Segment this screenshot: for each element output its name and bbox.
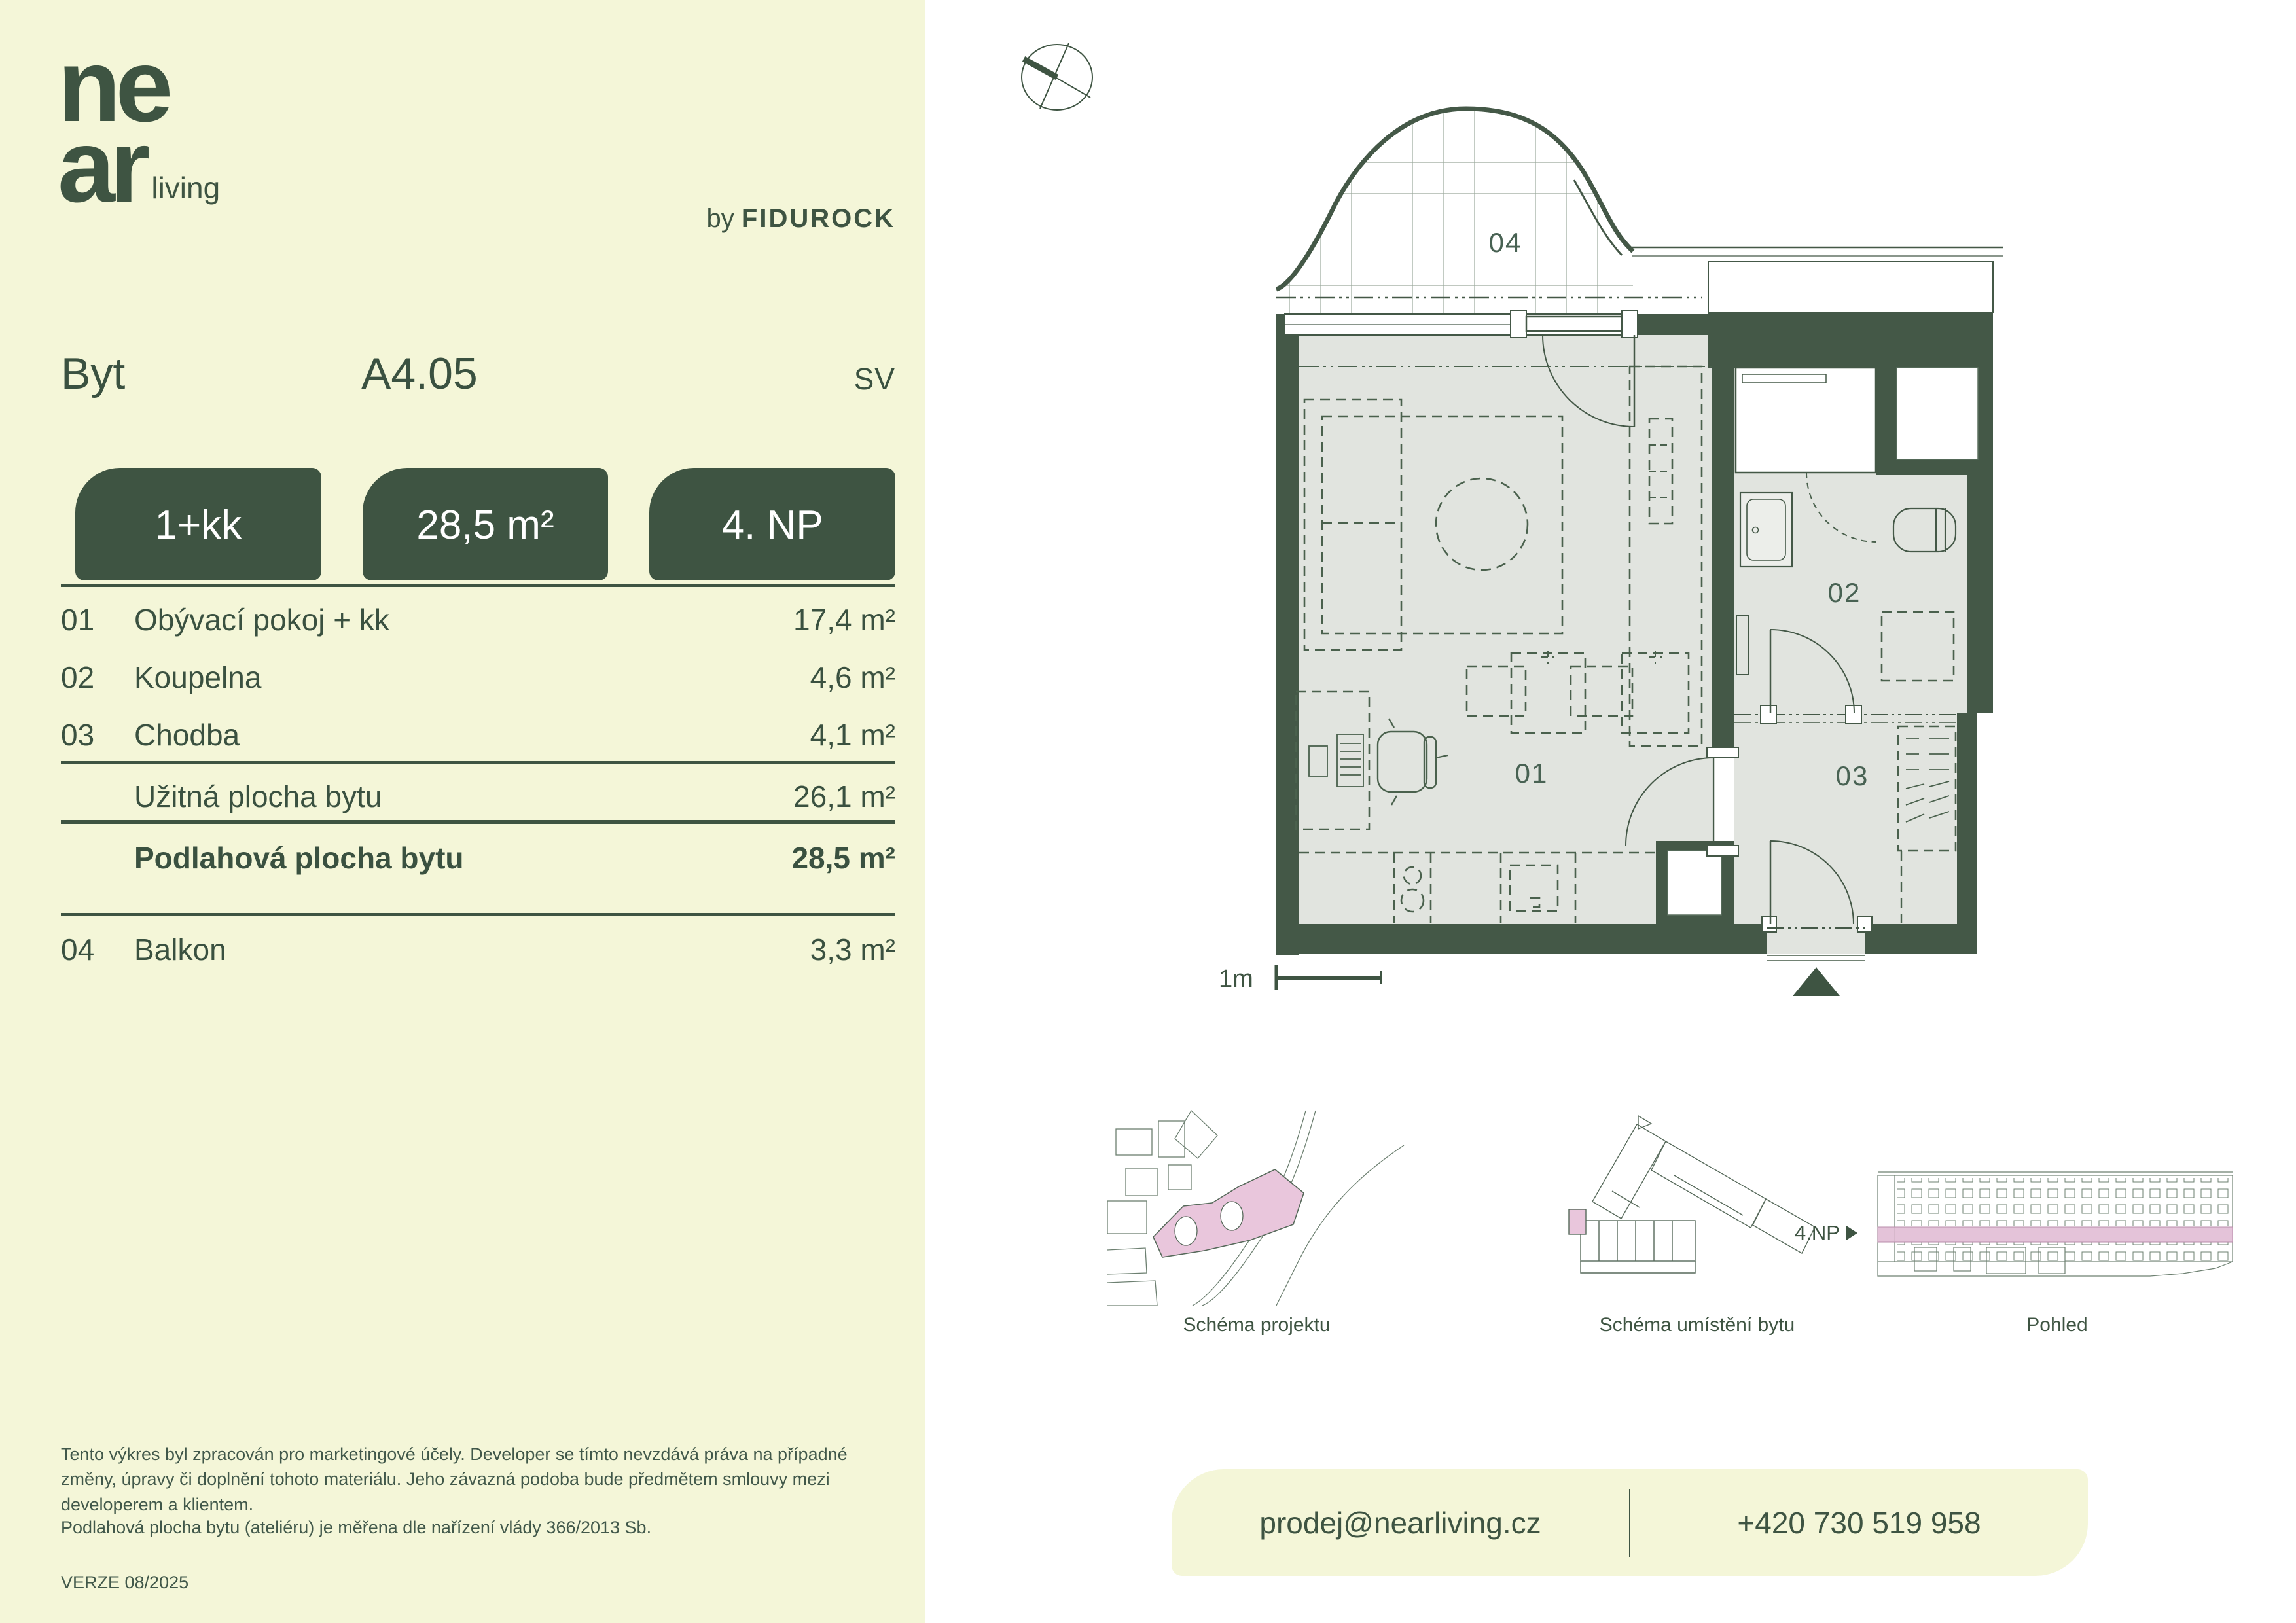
disclaimer-paragraph-2: Podlahová plocha bytu (ateliéru) je měřena dle nařízení vlády 366/2013 Sb. [61, 1518, 652, 1537]
room-area: 4,1 m² [810, 718, 895, 752]
balcony-label: 04 [1488, 227, 1522, 258]
summary-area: 26,1 m² [793, 779, 895, 813]
contact-phone[interactable]: +420 730 519 958 [1737, 1505, 1981, 1540]
logo-line1: ne [58, 28, 168, 143]
unit-locator-diagram [1540, 1113, 1854, 1283]
badge-floor: 4. NP [649, 468, 895, 580]
unit-orientation: SV [853, 362, 895, 396]
room-area: 17,4 m² [793, 603, 895, 637]
room-number: 04 [61, 933, 95, 967]
room-name: Koupelna [134, 660, 262, 694]
brand-logo [58, 28, 221, 224]
shaft-top [1897, 368, 1978, 459]
badge-area: 28,5 m² [363, 468, 609, 580]
room-number: 02 [61, 660, 95, 694]
byline-prefix: by [706, 204, 734, 233]
living-room-label: 01 [1515, 758, 1549, 789]
unit-locator-caption: Schéma umístění bytu [1599, 1314, 1795, 1336]
room-number: 03 [61, 718, 95, 752]
room-name: Obývací pokoj + kk [134, 603, 389, 637]
badge-layout: 1+kk [75, 468, 321, 580]
slab-band [1708, 262, 1993, 313]
hallway-floor [1734, 713, 1957, 924]
room-name: Chodba [134, 718, 240, 752]
unit-id: A4.05 [361, 349, 478, 399]
floor-tag [1795, 1221, 1857, 1245]
table-rule-top [61, 584, 895, 587]
window-band [1285, 310, 1638, 338]
site-plan-caption: Schéma projektu [1183, 1314, 1331, 1336]
scale-bar [1219, 965, 1381, 993]
washbasin [1740, 493, 1792, 567]
summary-name: Užitná plocha bytu [134, 779, 382, 813]
summary-area: 28,5 m² [791, 841, 895, 875]
unit-highlight [1569, 1209, 1586, 1234]
table-row-balcony [61, 932, 895, 967]
logo-suffix: living [151, 171, 221, 205]
table-row [61, 602, 895, 637]
room-area: 3,3 m² [810, 933, 895, 967]
summary-name: Podlahová plocha bytu [134, 841, 464, 875]
site-plan-diagram [1106, 1109, 1407, 1306]
version-label: VERZE 08/2025 [61, 1573, 189, 1592]
table-rule-thick [61, 820, 895, 824]
elevation-caption: Pohled [2026, 1314, 2088, 1336]
shower [1736, 368, 1876, 473]
arrow-right-icon [1846, 1226, 1857, 1240]
hallway-label: 03 [1835, 760, 1869, 791]
room-number: 01 [61, 603, 95, 637]
room-area: 4,6 m² [810, 660, 895, 694]
contact-bar [1172, 1469, 2088, 1576]
living-room-floor [1299, 335, 1712, 924]
floorplan-drawing [982, 39, 2029, 1060]
shaft-bottom [1668, 851, 1721, 915]
table-row [61, 660, 895, 695]
room-name: Balkon [134, 933, 226, 967]
compass-icon [1022, 43, 1092, 110]
toilet [1893, 508, 1956, 552]
summary-row-floor [61, 840, 895, 876]
bathroom-label: 02 [1827, 577, 1861, 608]
entrance-arrow [1793, 967, 1840, 996]
table-row [61, 717, 895, 753]
table-rule-mid [61, 761, 895, 764]
logo-line2: ar [58, 109, 145, 224]
elevation-diagram [1875, 1170, 2239, 1285]
scale-label: 1m [1219, 965, 1253, 993]
byline [589, 204, 895, 234]
byline-brand: FIDUROCK [741, 204, 895, 233]
floor-tag-label: 4.NP [1795, 1221, 1840, 1244]
summary-row-usable [61, 779, 895, 814]
disclaimer-paragraph-1: Tento výkres byl zpracován pro marketingové účely. Developer se tímto nevzdává práva na případné změny, úpravy či doplnění tohoto materiálu. Jeho závazná podoba bude předmětem smlouvy mezi developerem a klientem. [61, 1444, 848, 1514]
unit-type-label: Byt [61, 349, 126, 399]
badge-row [75, 468, 895, 580]
contact-email[interactable]: prodej@nearliving.cz [1259, 1505, 1541, 1540]
table-rule-balcony [61, 913, 895, 916]
elevation-floor-highlight [1878, 1227, 2233, 1242]
